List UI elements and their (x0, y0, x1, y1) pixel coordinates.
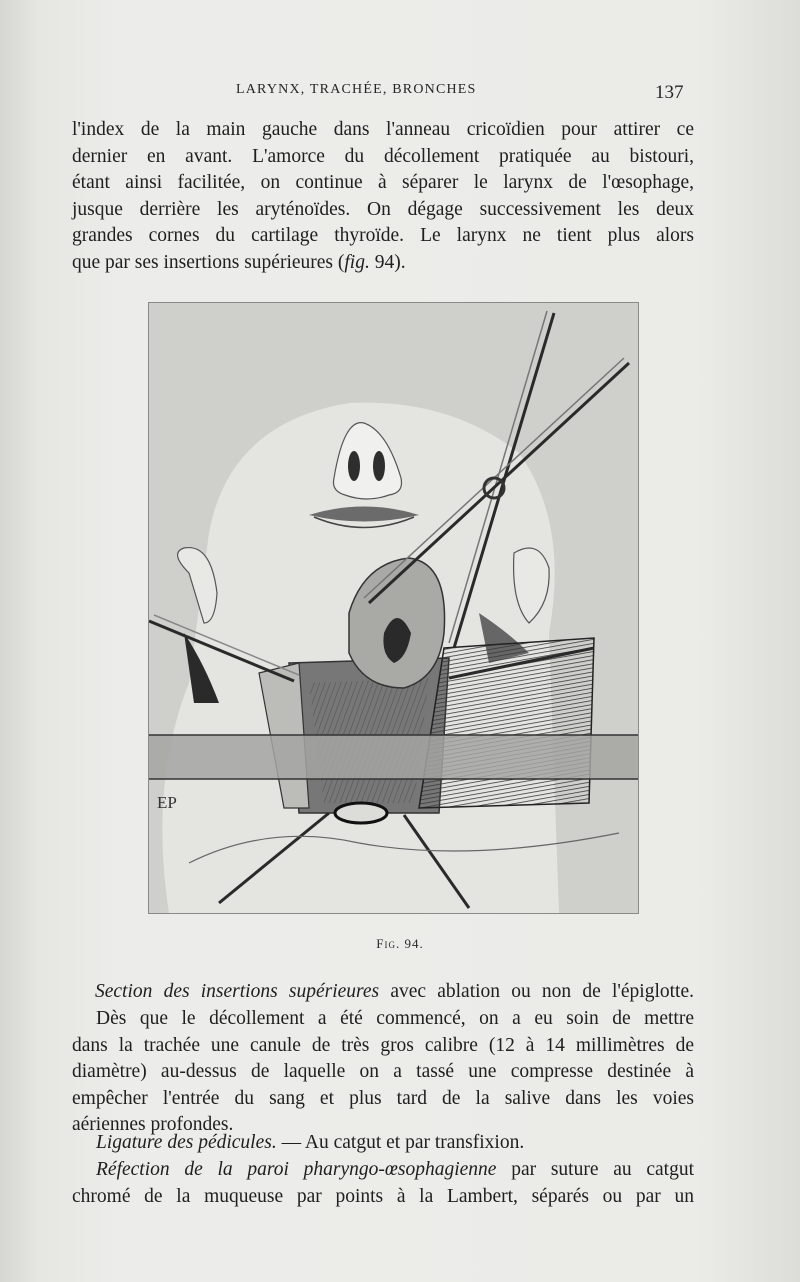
text-line-rest: par suture au catgut (496, 1159, 694, 1180)
text-line: dans la trachée une canule de très gros calibre (12 à 14 millimètres de (72, 1034, 694, 1056)
text-line-last: aériennes profondes. (72, 1114, 234, 1136)
text-line (95, 979, 694, 1006)
surgical-illustration (148, 302, 639, 914)
text-line: diamètre) au-dessus de laquelle on a tassé une compresse destinée à (72, 1061, 694, 1083)
italic-heading: Section des insertions supérieures (95, 981, 380, 1002)
text-line: l'index de la main gauche dans l'anneau cricoïdien pour attirer ce (72, 119, 694, 140)
figure-reference-number: 94). (369, 251, 406, 273)
text-line: chromé de la muqueuse par points à la Lambert, séparés ou par un (72, 1185, 694, 1207)
text-line-rest: — Au catgut et par transfixion. (276, 1132, 525, 1153)
running-title: LARYNX, TRACHÉE, BRONCHES (236, 82, 477, 97)
paragraph-1 (72, 117, 694, 277)
text-line-rest: avec ablation ou non de l'épiglotte. (379, 981, 694, 1002)
text-line (72, 1157, 694, 1184)
italic-heading: Ligature des pédicules. (96, 1132, 277, 1153)
running-head (0, 82, 800, 106)
paragraph-4 (72, 1130, 694, 1157)
text-line-last (72, 250, 694, 277)
paragraph-3 (72, 1006, 694, 1139)
paragraph-2 (95, 979, 694, 1006)
paragraph-5 (72, 1157, 694, 1210)
figure-caption (0, 936, 800, 952)
text-line-start: que par ses insertions supérieures ( (72, 251, 345, 273)
artist-signature: EP (157, 793, 177, 812)
text-line: dernier en avant. L'amorce du décollement pratiquée au bistouri, (72, 145, 694, 167)
text-line: grandes cornes du cartilage thyroïde. Le larynx ne tient plus alors (72, 225, 694, 247)
illustration-drawing (149, 303, 638, 913)
text-line: Dès que le décollement a été commencé, on a eu soin de mettre (96, 1008, 694, 1029)
text-line (72, 1130, 694, 1157)
italic-heading: Réfection de la paroi pharyngo-œsophagienne (96, 1159, 497, 1180)
text-line: étant ainsi facilitée, on continue à séparer le larynx de l'œsophage, (72, 172, 694, 194)
page-number: 137 (655, 82, 684, 103)
figure-reference: fig. (344, 251, 370, 273)
figure-caption-text: Fig. 94. (376, 936, 424, 951)
text-line: jusque derrière les aryténoïdes. On dégage successivement les deux (72, 198, 694, 220)
text-line: empêcher l'entrée du sang et plus tard de la salive dans les voies (72, 1087, 694, 1109)
